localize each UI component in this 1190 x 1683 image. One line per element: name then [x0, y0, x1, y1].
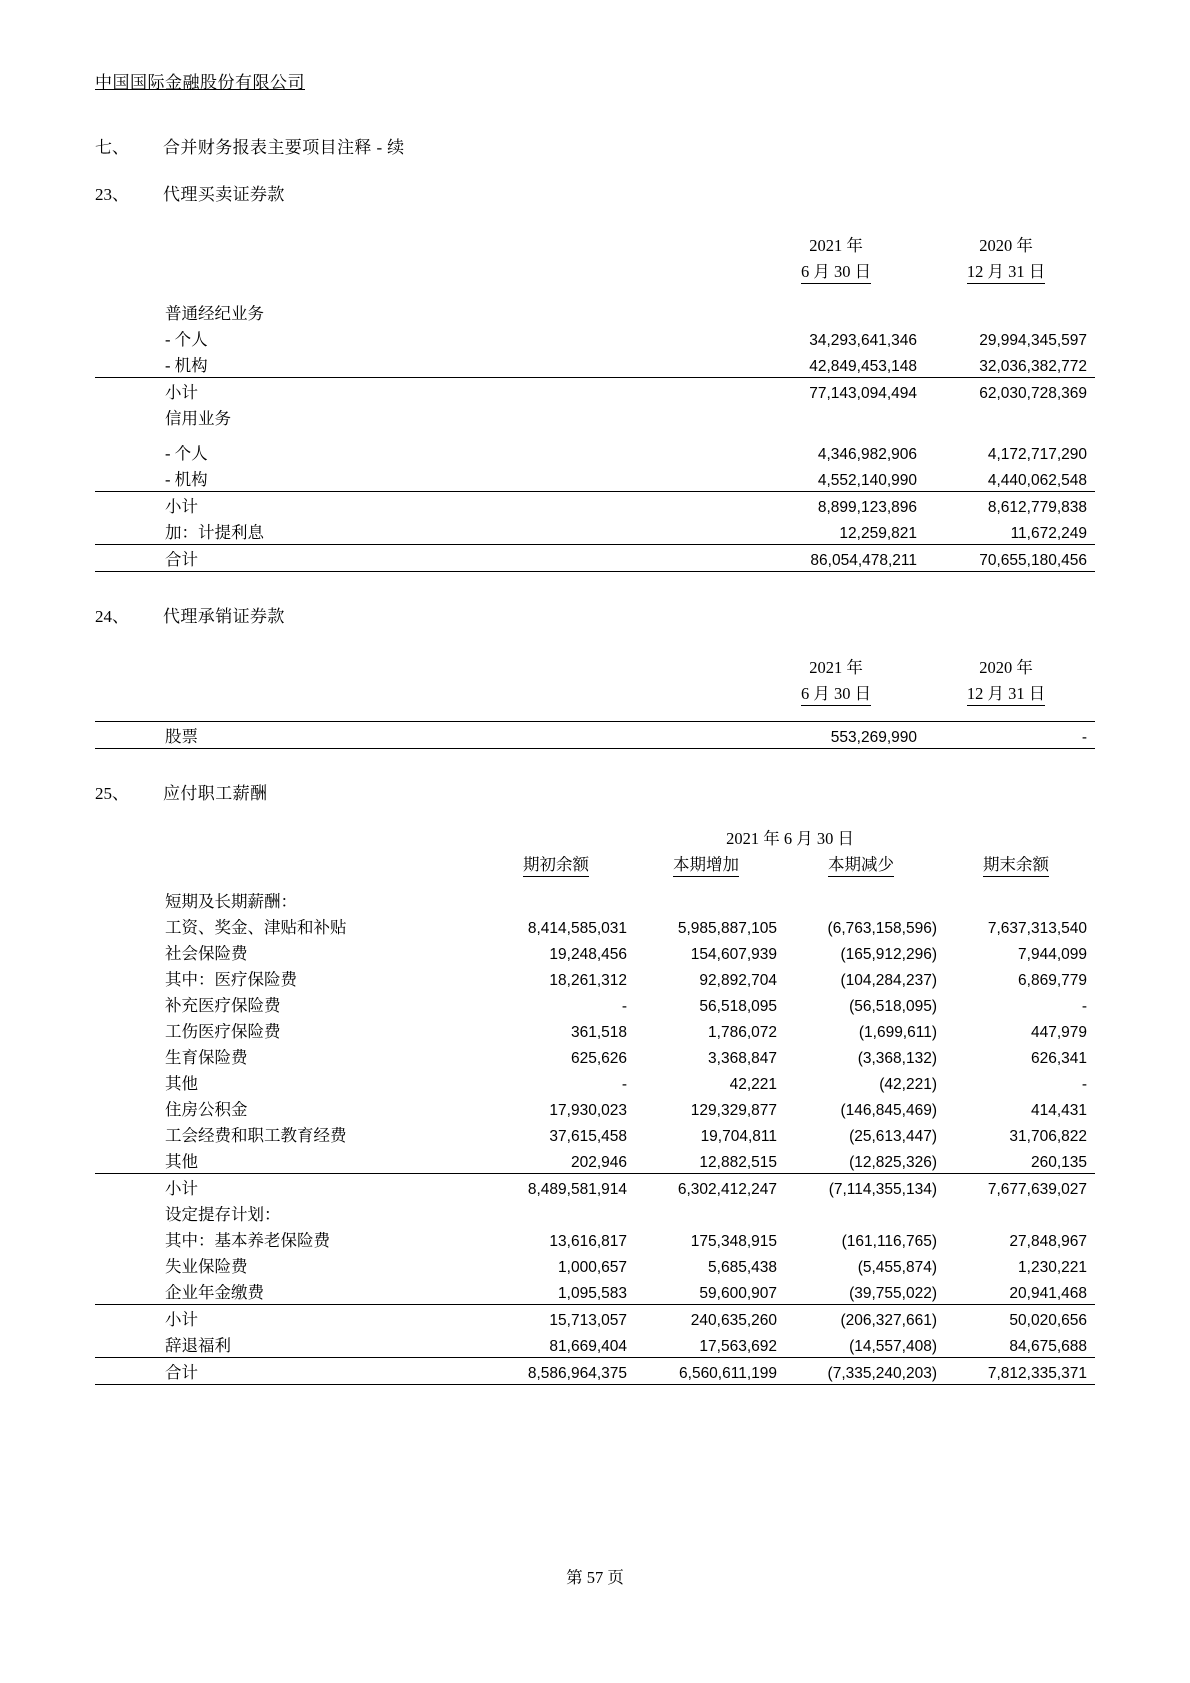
spacer-row	[95, 878, 1095, 887]
row-label: 生育保险费	[165, 1048, 248, 1067]
table-row	[95, 1095, 1095, 1121]
header-col-1: 期初余额	[485, 850, 635, 878]
table-row	[95, 545, 1095, 572]
row-value-col1: 12,259,821	[839, 525, 917, 542]
row-value-col2	[925, 299, 1095, 325]
row-value-col1: 18,261,312	[549, 972, 627, 989]
row-value-col1: 86,054,478,211	[755, 545, 925, 572]
table-row	[95, 1069, 1095, 1095]
row-value-col3: (7,114,355,134)	[785, 1174, 945, 1201]
row-value-col2: 1,786,072	[708, 1024, 777, 1041]
row-value-col4: 7,677,639,027	[945, 1174, 1095, 1201]
table-row	[95, 299, 1095, 325]
row-value-col2: 4,440,062,548	[987, 472, 1087, 489]
row-value-col2	[635, 1200, 785, 1226]
row-label: 小计	[95, 1174, 485, 1201]
row-label: - 机构	[165, 356, 208, 375]
table-row	[95, 518, 1095, 545]
row-label: 补充医疗保险费	[165, 996, 281, 1015]
row-label: - 个人	[165, 444, 208, 463]
header-spacer	[95, 850, 485, 878]
table-row	[95, 1121, 1095, 1147]
row-value-col1: -	[621, 1076, 627, 1093]
row-value-col2: 175,348,915	[690, 1233, 777, 1250]
row-value-col2: 70,655,180,456	[925, 545, 1095, 572]
table-row	[95, 991, 1095, 1017]
row-value-col1: 37,615,458	[549, 1128, 627, 1145]
note-25-table-wrap	[95, 824, 1095, 1385]
row-label: 工伤医疗保险费	[165, 1022, 281, 1041]
row-value-col4: 7,812,335,371	[945, 1358, 1095, 1385]
row-value-col2: 6,302,412,247	[635, 1174, 785, 1201]
row-value-col2: 59,600,907	[699, 1285, 777, 1302]
row-value-col2: 6,560,611,199	[635, 1358, 785, 1385]
row-value-col4: 7,944,099	[1018, 946, 1087, 963]
row-label: 辞退福利	[165, 1336, 231, 1355]
spacer-row	[95, 707, 1095, 722]
header-col1-date: 6 月 30 日	[755, 257, 925, 285]
header-col2-date: 12 月 31 日	[925, 257, 1095, 285]
row-label: 设定提存计划：	[165, 1205, 281, 1224]
row-value-col2: 8,612,779,838	[925, 492, 1095, 519]
row-value-col2: 92,892,704	[699, 972, 777, 989]
header-col1-year: 2021 年	[809, 236, 863, 255]
row-label: 其他	[165, 1152, 198, 1171]
note-23-heading	[95, 180, 1095, 205]
row-value-col4: 1,230,221	[1018, 1259, 1087, 1276]
table-row	[95, 1358, 1095, 1385]
row-value-col4: -	[1081, 1076, 1087, 1093]
note-25-table	[95, 824, 1095, 1385]
row-value-col1: 361,518	[570, 1024, 627, 1041]
table-row	[95, 1226, 1095, 1252]
row-value-col3: (42,221)	[879, 1076, 937, 1093]
table-group-header-row	[95, 824, 1095, 850]
table-header-row-1	[95, 231, 1095, 257]
row-value-col2: 29,994,345,597	[979, 332, 1087, 349]
row-label: 其中：医疗保险费	[165, 970, 297, 989]
row-value-col1: -	[621, 998, 627, 1015]
row-value-col2: 17,563,692	[699, 1338, 777, 1355]
row-value-col2: 129,329,877	[690, 1102, 777, 1119]
row-value-col2: 5,985,887,105	[677, 920, 777, 937]
row-value-col4: 6,869,779	[1018, 972, 1087, 989]
row-value-col1: 8,489,581,914	[485, 1174, 635, 1201]
note-25-title: 应付职工薪酬	[163, 784, 268, 803]
note-25-heading	[95, 779, 1095, 804]
row-value-col4: 27,848,967	[1009, 1233, 1087, 1250]
row-value-col3: (25,613,447)	[849, 1128, 937, 1145]
note-24-number: 24、	[95, 607, 129, 626]
table-row	[95, 1278, 1095, 1305]
row-label: 信用业务	[165, 409, 231, 428]
table-row	[95, 913, 1095, 939]
header-col2-year: 2020 年	[979, 236, 1033, 255]
row-value-col1: 15,713,057	[485, 1305, 635, 1332]
note-24-table	[95, 653, 1095, 749]
row-value-col1: 1,000,657	[558, 1259, 627, 1276]
table-row	[95, 404, 1095, 430]
table-row	[95, 965, 1095, 991]
page-number: 第 57 页	[566, 1568, 624, 1587]
table-header-row-1	[95, 653, 1095, 679]
table-row	[95, 722, 1095, 749]
note-23-number: 23、	[95, 185, 129, 204]
note-24-heading	[95, 602, 1095, 627]
row-value-col3: (104,284,237)	[840, 972, 937, 989]
group-header-period: 2021 年 6 月 30 日	[726, 829, 854, 848]
row-value-col2: 5,685,438	[708, 1259, 777, 1276]
row-value-col3: (56,518,095)	[849, 998, 937, 1015]
row-value-col1: 81,669,404	[549, 1338, 627, 1355]
note-23-table-wrap	[95, 231, 1095, 572]
row-value-col2: 56,518,095	[699, 998, 777, 1015]
row-value-col1: 13,616,817	[549, 1233, 627, 1250]
row-value-col4: 626,341	[1030, 1050, 1087, 1067]
note-24-table-wrap	[95, 653, 1095, 749]
row-label: 住房公积金	[165, 1100, 248, 1119]
row-value-col4: 7,637,313,540	[987, 920, 1087, 937]
row-value-col3: (3,368,132)	[857, 1050, 937, 1067]
row-label: 小计	[95, 492, 755, 519]
row-label: 短期及长期薪酬：	[165, 892, 297, 911]
row-value-col1: 553,269,990	[755, 722, 925, 749]
row-label: 加：计提利息	[165, 523, 264, 542]
row-label: 小计	[95, 1305, 485, 1332]
row-value-col1	[755, 404, 925, 430]
row-label: 小计	[95, 378, 755, 405]
table-row	[95, 1043, 1095, 1069]
row-value-col1: 8,586,964,375	[485, 1358, 635, 1385]
row-value-col2: 4,172,717,290	[987, 446, 1087, 463]
header-spacer	[95, 824, 485, 850]
row-value-col3: (146,845,469)	[840, 1102, 937, 1119]
row-value-col3: (161,116,765)	[841, 1233, 937, 1250]
row-value-col2: 42,221	[729, 1076, 777, 1093]
header-col-4: 期末余额	[945, 850, 1095, 878]
header-spacer	[95, 231, 755, 257]
row-value-col3: (206,327,661)	[785, 1305, 945, 1332]
section-heading	[95, 133, 1095, 158]
row-value-col1: 34,293,641,346	[809, 332, 917, 349]
header-col-3: 本期减少	[785, 850, 945, 878]
row-value-col1: 42,849,453,148	[809, 358, 917, 375]
table-row	[95, 1305, 1095, 1332]
spacer-row	[95, 285, 1095, 299]
row-value-col1: 17,930,023	[549, 1102, 627, 1119]
row-value-col3	[785, 1200, 945, 1226]
row-label: - 个人	[165, 330, 208, 349]
row-value-col1: 8,414,585,031	[527, 920, 627, 937]
header-col2-date: 12 月 31 日	[925, 679, 1095, 707]
row-value-col4: 31,706,822	[1009, 1128, 1087, 1145]
row-value-col2: 19,704,811	[700, 1128, 777, 1145]
row-value-col1: 1,095,583	[558, 1285, 627, 1302]
note-25-number: 25、	[95, 784, 129, 803]
row-value-col4: 447,979	[1030, 1024, 1087, 1041]
row-value-col2: 11,672,249	[1010, 525, 1087, 542]
row-label: 股票	[95, 722, 755, 749]
row-value-col1: 77,143,094,494	[755, 378, 925, 405]
row-value-col2	[635, 887, 785, 913]
row-value-col4: 20,941,468	[1009, 1285, 1087, 1302]
table-row	[95, 939, 1095, 965]
table-header-row-2	[95, 257, 1095, 285]
row-value-col4: 260,135	[1030, 1154, 1087, 1171]
table-row	[95, 351, 1095, 378]
row-value-col1: 202,946	[570, 1154, 627, 1171]
row-value-col3	[785, 887, 945, 913]
row-value-col3: (39,755,022)	[849, 1285, 937, 1302]
row-value-col2: 240,635,260	[635, 1305, 785, 1332]
header-spacer	[95, 653, 755, 679]
row-value-col4: -	[1081, 998, 1087, 1015]
header-col1-year: 2021 年	[809, 658, 863, 677]
row-label: 工会经费和职工教育经费	[165, 1126, 347, 1145]
table-row	[95, 325, 1095, 351]
row-value-col2: 3,368,847	[708, 1050, 777, 1067]
row-value-col1: 4,346,982,906	[817, 446, 917, 463]
table-row	[95, 1200, 1095, 1226]
row-value-col2: 154,607,939	[690, 946, 777, 963]
header-spacer	[95, 679, 755, 707]
section-number: 七、	[95, 138, 129, 157]
row-label: 其中：基本养老保险费	[165, 1231, 330, 1250]
table-row	[95, 492, 1095, 519]
table-row	[95, 439, 1095, 465]
table-row	[95, 1017, 1095, 1043]
row-value-col2: 32,036,382,772	[979, 358, 1087, 375]
row-label: 社会保险费	[165, 944, 248, 963]
table-row	[95, 1252, 1095, 1278]
row-value-col4: 50,020,656	[945, 1305, 1095, 1332]
spacer-row	[95, 430, 1095, 439]
table-header-row-2	[95, 679, 1095, 707]
row-value-col1	[485, 887, 635, 913]
row-value-col1: 625,626	[570, 1050, 627, 1067]
row-value-col4	[945, 887, 1095, 913]
row-value-col1: 4,552,140,990	[817, 472, 917, 489]
header-col-2: 本期增加	[635, 850, 785, 878]
note-23-title: 代理买卖证券款	[163, 185, 285, 204]
row-value-col1	[485, 1200, 635, 1226]
row-label: 失业保险费	[165, 1257, 248, 1276]
header-spacer	[95, 257, 755, 285]
row-value-col2: -	[925, 722, 1095, 749]
row-value-col3: (12,825,326)	[849, 1154, 937, 1171]
row-label: 工资、奖金、津贴和补贴	[165, 918, 347, 937]
table-row	[95, 378, 1095, 405]
row-label: 企业年金缴费	[165, 1283, 264, 1302]
row-value-col1	[755, 299, 925, 325]
table-row	[95, 1147, 1095, 1174]
row-value-col1: 19,248,456	[549, 946, 627, 963]
row-value-col2	[925, 404, 1095, 430]
table-row	[95, 1331, 1095, 1358]
row-value-col3: (7,335,240,203)	[785, 1358, 945, 1385]
header-col2-year: 2020 年	[979, 658, 1033, 677]
section-title: 合并财务报表主要项目注释 - 续	[163, 138, 405, 157]
header-col1-date: 6 月 30 日	[755, 679, 925, 707]
row-value-col3: (1,699,611)	[858, 1024, 937, 1041]
table-row	[95, 1174, 1095, 1201]
row-value-col3: (5,455,874)	[857, 1259, 937, 1276]
row-value-col2: 12,882,515	[699, 1154, 777, 1171]
table-header-row	[95, 850, 1095, 878]
row-label: 普通经纪业务	[165, 304, 264, 323]
row-value-col4: 84,675,688	[1009, 1338, 1087, 1355]
company-name: 中国国际金融股份有限公司	[95, 73, 305, 92]
row-label: 合计	[95, 545, 755, 572]
row-label: 其他	[165, 1074, 198, 1093]
row-value-col3: (6,763,158,596)	[827, 920, 937, 937]
row-value-col4	[945, 1200, 1095, 1226]
table-row	[95, 887, 1095, 913]
table-row	[95, 465, 1095, 492]
row-value-col4: 414,431	[1030, 1102, 1087, 1119]
note-23-table	[95, 231, 1095, 572]
row-value-col3: (14,557,408)	[849, 1338, 937, 1355]
row-label: - 机构	[165, 470, 208, 489]
row-value-col1: 8,899,123,896	[755, 492, 925, 519]
row-label: 合计	[95, 1358, 485, 1385]
row-value-col2: 62,030,728,369	[925, 378, 1095, 405]
note-24-title: 代理承销证券款	[163, 607, 285, 626]
row-value-col3: (165,912,296)	[840, 946, 937, 963]
